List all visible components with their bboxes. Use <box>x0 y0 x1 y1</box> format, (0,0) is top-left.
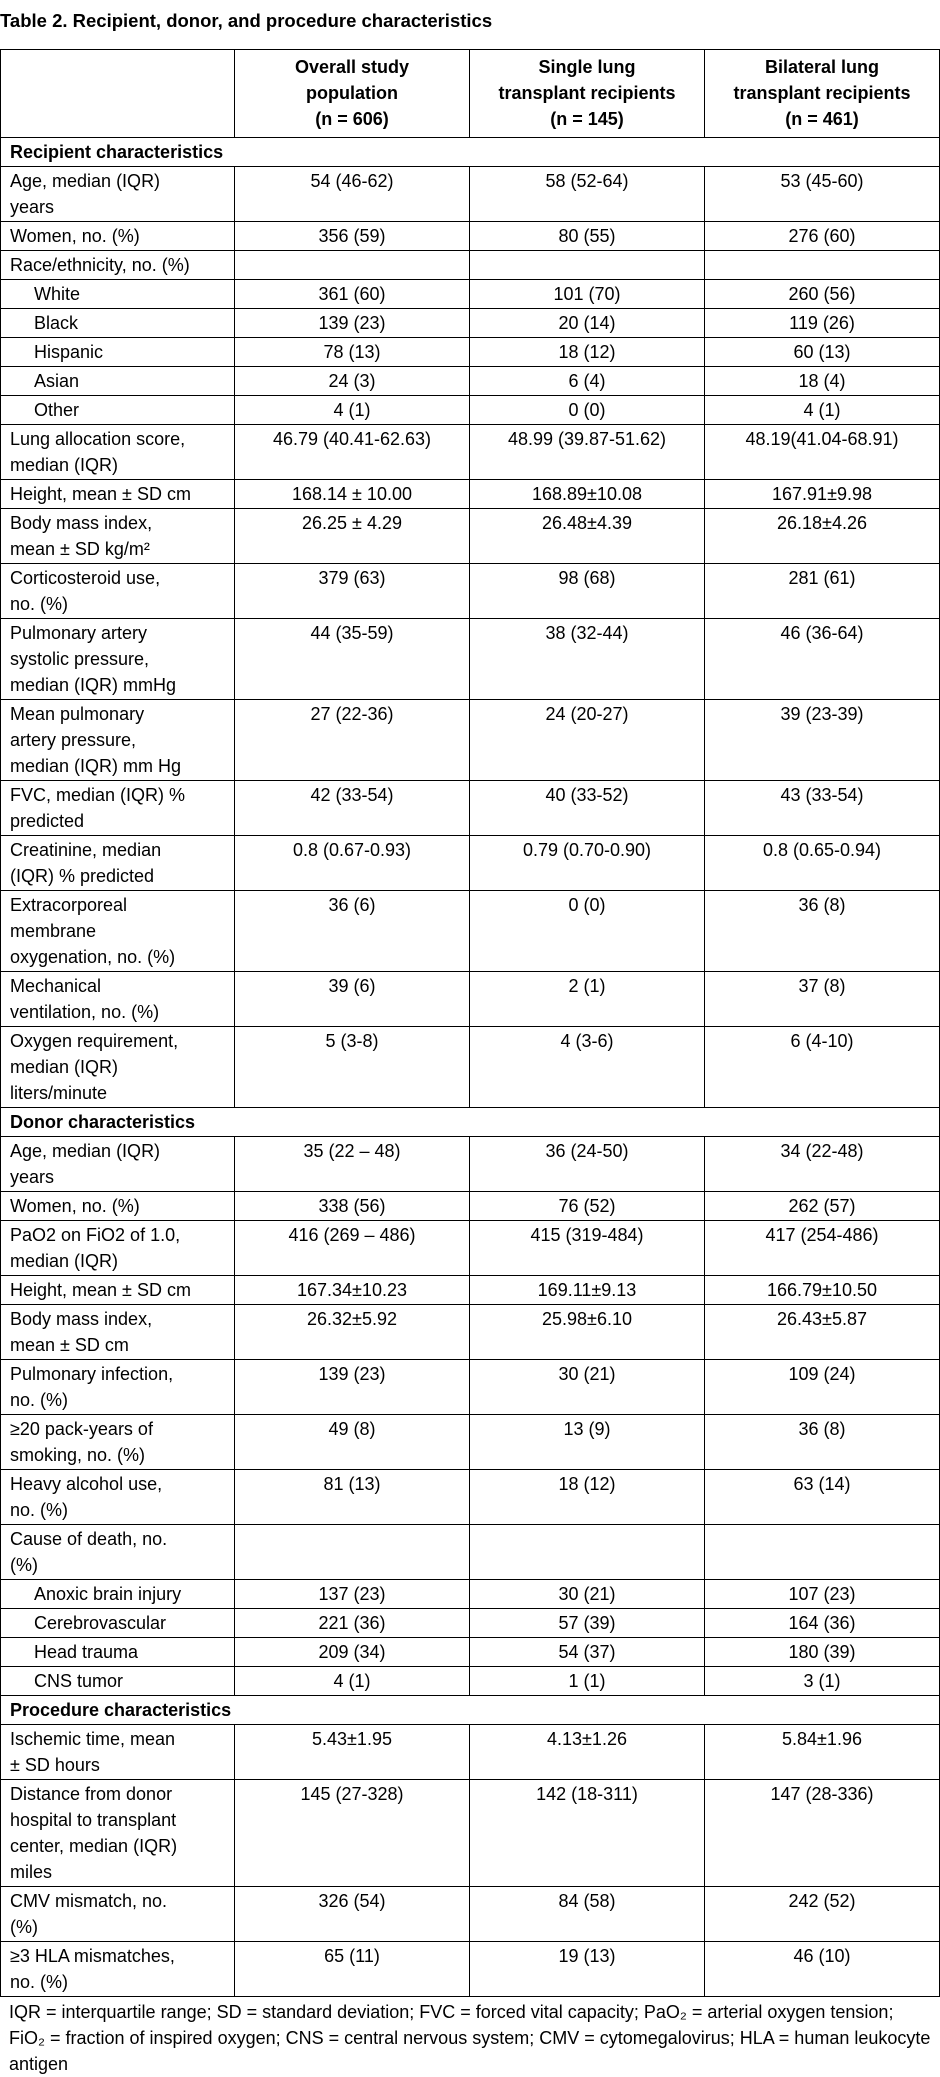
cell-bilateral-lung: 119 (26) <box>705 309 940 338</box>
cell-overall: 338 (56) <box>235 1192 470 1221</box>
table-row <box>1 1415 940 1470</box>
header-overall: Overall study population (n = 606) <box>235 50 470 138</box>
cell-overall: 137 (23) <box>235 1580 470 1609</box>
cell-overall: 379 (63) <box>235 564 470 619</box>
table-row <box>1 1276 940 1305</box>
header-single-lung: Single lung transplant recipients (n = 145) <box>470 50 705 138</box>
cell-bilateral-lung: 0.8 (0.65-0.94) <box>705 836 940 891</box>
cell-bilateral-lung: 5.84±1.96 <box>705 1725 940 1780</box>
table-row <box>1 367 940 396</box>
table-row <box>1 1360 940 1415</box>
cell-overall: 36 (6) <box>235 891 470 972</box>
cell-bilateral-lung: 4 (1) <box>705 396 940 425</box>
table-row <box>1 396 940 425</box>
cell-bilateral-lung: 3 (1) <box>705 1667 940 1696</box>
cell-overall: 65 (11) <box>235 1942 470 1997</box>
cell-single-lung <box>470 1525 705 1580</box>
cell-single-lung: 142 (18-311) <box>470 1780 705 1887</box>
table-title: Table 2. Recipient, donor, and procedure characteristics <box>0 10 493 31</box>
cell-bilateral-lung: 147 (28-336) <box>705 1780 940 1887</box>
cell-bilateral-lung <box>705 1525 940 1580</box>
section-title: Procedure characteristics <box>1 1696 940 1725</box>
row-label: Mean pulmonary artery pressure, median (IQR) mm Hg <box>1 700 235 781</box>
cell-overall: 39 (6) <box>235 972 470 1027</box>
table-row <box>1 564 940 619</box>
row-label: Age, median (IQR) years <box>1 1137 235 1192</box>
table-header-row <box>1 50 940 138</box>
cell-single-lung: 38 (32-44) <box>470 619 705 700</box>
table-footnote: IQR = interquartile range; SD = standard deviation; FVC = forced vital capacity; PaO₂ = arterial oxygen tension; FiO₂ = fraction of inspired oxygen; CNS = central nervous system; CMV = cytomegalovirus; HLA = human leukocyte antigen <box>9 2002 931 2074</box>
table-row <box>1 167 940 222</box>
row-label: PaO2 on FiO2 of 1.0, median (IQR) <box>1 1221 235 1276</box>
cell-single-lung: 0.79 (0.70-0.90) <box>470 836 705 891</box>
cell-overall: 81 (13) <box>235 1470 470 1525</box>
header-bilateral-lung: Bilateral lung transplant recipients (n = 461) <box>705 50 940 138</box>
row-label: Women, no. (%) <box>1 222 235 251</box>
section-header-row <box>1 138 940 167</box>
cell-bilateral-lung: 60 (13) <box>705 338 940 367</box>
cell-overall: 4 (1) <box>235 1667 470 1696</box>
table-row <box>1 1305 940 1360</box>
cell-overall: 139 (23) <box>235 309 470 338</box>
table-row <box>1 425 940 480</box>
cell-overall: 209 (34) <box>235 1638 470 1667</box>
cell-single-lung: 48.99 (39.87-51.62) <box>470 425 705 480</box>
table-row <box>1 781 940 836</box>
row-label: Distance from donor hospital to transplant center, median (IQR) miles <box>1 1780 235 1887</box>
cell-single-lung: 30 (21) <box>470 1360 705 1415</box>
table-row <box>1 1470 940 1525</box>
cell-single-lung: 1 (1) <box>470 1667 705 1696</box>
cell-bilateral-lung: 107 (23) <box>705 1580 940 1609</box>
cell-overall: 44 (35-59) <box>235 619 470 700</box>
row-label: Cerebrovascular <box>1 1609 235 1638</box>
cell-single-lung: 57 (39) <box>470 1609 705 1638</box>
table-row <box>1 338 940 367</box>
cell-overall: 145 (27-328) <box>235 1780 470 1887</box>
row-label: Anoxic brain injury <box>1 1580 235 1609</box>
row-label: Pulmonary infection, no. (%) <box>1 1360 235 1415</box>
cell-single-lung: 13 (9) <box>470 1415 705 1470</box>
section-header-row <box>1 1108 940 1137</box>
row-label: Height, mean ± SD cm <box>1 1276 235 1305</box>
cell-single-lung: 98 (68) <box>470 564 705 619</box>
cell-overall: 326 (54) <box>235 1887 470 1942</box>
table-row <box>1 222 940 251</box>
cell-overall: 221 (36) <box>235 1609 470 1638</box>
table-row <box>1 480 940 509</box>
cell-bilateral-lung: 26.43±5.87 <box>705 1305 940 1360</box>
cell-single-lung: 19 (13) <box>470 1942 705 1997</box>
cell-bilateral-lung: 281 (61) <box>705 564 940 619</box>
table-row <box>1 1638 940 1667</box>
table-row <box>1 251 940 280</box>
table-row <box>1 1609 940 1638</box>
section-title: Donor characteristics <box>1 1108 940 1137</box>
row-label: Heavy alcohol use, no. (%) <box>1 1470 235 1525</box>
row-label: FVC, median (IQR) % predicted <box>1 781 235 836</box>
table-body <box>1 138 940 1997</box>
row-label: Asian <box>1 367 235 396</box>
cell-overall: 168.14 ± 10.00 <box>235 480 470 509</box>
cell-single-lung: 0 (0) <box>470 891 705 972</box>
cell-bilateral-lung: 276 (60) <box>705 222 940 251</box>
row-label: ≥20 pack-years of smoking, no. (%) <box>1 1415 235 1470</box>
cell-single-lung: 6 (4) <box>470 367 705 396</box>
cell-overall: 78 (13) <box>235 338 470 367</box>
section-title: Recipient characteristics <box>1 138 940 167</box>
table-row <box>1 891 940 972</box>
cell-single-lung: 168.89±10.08 <box>470 480 705 509</box>
characteristics-table <box>0 49 940 1997</box>
cell-overall: 26.32±5.92 <box>235 1305 470 1360</box>
cell-single-lung: 18 (12) <box>470 338 705 367</box>
cell-bilateral-lung: 34 (22-48) <box>705 1137 940 1192</box>
cell-single-lung: 36 (24-50) <box>470 1137 705 1192</box>
row-label: Pulmonary artery systolic pressure, median (IQR) mmHg <box>1 619 235 700</box>
cell-bilateral-lung: 46 (36-64) <box>705 619 940 700</box>
table-row <box>1 309 940 338</box>
cell-single-lung: 0 (0) <box>470 396 705 425</box>
cell-overall: 361 (60) <box>235 280 470 309</box>
table-row <box>1 1780 940 1887</box>
row-label: Height, mean ± SD cm <box>1 480 235 509</box>
cell-single-lung: 54 (37) <box>470 1638 705 1667</box>
cell-bilateral-lung: 36 (8) <box>705 891 940 972</box>
section-header-row <box>1 1696 940 1725</box>
row-label: Hispanic <box>1 338 235 367</box>
cell-bilateral-lung: 6 (4-10) <box>705 1027 940 1108</box>
table-row <box>1 1137 940 1192</box>
cell-single-lung: 101 (70) <box>470 280 705 309</box>
row-label: White <box>1 280 235 309</box>
row-label: CMV mismatch, no. (%) <box>1 1887 235 1942</box>
cell-single-lung: 415 (319-484) <box>470 1221 705 1276</box>
table-row <box>1 1667 940 1696</box>
cell-single-lung: 24 (20-27) <box>470 700 705 781</box>
cell-overall: 5.43±1.95 <box>235 1725 470 1780</box>
cell-single-lung: 25.98±6.10 <box>470 1305 705 1360</box>
table-row <box>1 1192 940 1221</box>
cell-bilateral-lung: 262 (57) <box>705 1192 940 1221</box>
cell-overall: 0.8 (0.67-0.93) <box>235 836 470 891</box>
row-label: Oxygen requirement, median (IQR) liters/minute <box>1 1027 235 1108</box>
cell-overall: 49 (8) <box>235 1415 470 1470</box>
row-label: Age, median (IQR) years <box>1 167 235 222</box>
cell-overall: 24 (3) <box>235 367 470 396</box>
cell-overall: 4 (1) <box>235 396 470 425</box>
cell-bilateral-lung: 26.18±4.26 <box>705 509 940 564</box>
cell-overall <box>235 1525 470 1580</box>
cell-single-lung: 26.48±4.39 <box>470 509 705 564</box>
row-label: Lung allocation score, median (IQR) <box>1 425 235 480</box>
table-row <box>1 619 940 700</box>
cell-overall: 54 (46-62) <box>235 167 470 222</box>
cell-single-lung: 4 (3-6) <box>470 1027 705 1108</box>
row-label: Body mass index, mean ± SD cm <box>1 1305 235 1360</box>
cell-single-lung: 80 (55) <box>470 222 705 251</box>
row-label: Extracorporeal membrane oxygenation, no. (%) <box>1 891 235 972</box>
cell-single-lung: 169.11±9.13 <box>470 1276 705 1305</box>
cell-overall <box>235 251 470 280</box>
table-row <box>1 280 940 309</box>
cell-overall: 46.79 (40.41-62.63) <box>235 425 470 480</box>
cell-bilateral-lung: 166.79±10.50 <box>705 1276 940 1305</box>
cell-single-lung: 30 (21) <box>470 1580 705 1609</box>
row-label: Race/ethnicity, no. (%) <box>1 251 235 280</box>
cell-bilateral-lung: 37 (8) <box>705 972 940 1027</box>
row-label: Mechanical ventilation, no. (%) <box>1 972 235 1027</box>
cell-single-lung: 2 (1) <box>470 972 705 1027</box>
table-row <box>1 1525 940 1580</box>
cell-overall: 5 (3-8) <box>235 1027 470 1108</box>
cell-bilateral-lung: 167.91±9.98 <box>705 480 940 509</box>
cell-overall: 42 (33-54) <box>235 781 470 836</box>
cell-overall: 26.25 ± 4.29 <box>235 509 470 564</box>
row-label: Corticosteroid use, no. (%) <box>1 564 235 619</box>
cell-bilateral-lung: 36 (8) <box>705 1415 940 1470</box>
cell-single-lung: 18 (12) <box>470 1470 705 1525</box>
cell-single-lung: 40 (33-52) <box>470 781 705 836</box>
cell-overall: 35 (22 – 48) <box>235 1137 470 1192</box>
row-label: ≥3 HLA mismatches, no. (%) <box>1 1942 235 1997</box>
cell-overall: 167.34±10.23 <box>235 1276 470 1305</box>
row-label: Cause of death, no. (%) <box>1 1525 235 1580</box>
row-label: CNS tumor <box>1 1667 235 1696</box>
table-row <box>1 700 940 781</box>
cell-overall: 416 (269 – 486) <box>235 1221 470 1276</box>
cell-bilateral-lung: 18 (4) <box>705 367 940 396</box>
cell-bilateral-lung: 242 (52) <box>705 1887 940 1942</box>
table-row <box>1 509 940 564</box>
cell-single-lung: 20 (14) <box>470 309 705 338</box>
cell-overall: 356 (59) <box>235 222 470 251</box>
cell-bilateral-lung: 109 (24) <box>705 1360 940 1415</box>
cell-bilateral-lung: 260 (56) <box>705 280 940 309</box>
cell-bilateral-lung: 43 (33-54) <box>705 781 940 836</box>
cell-single-lung <box>470 251 705 280</box>
cell-bilateral-lung: 180 (39) <box>705 1638 940 1667</box>
table-row <box>1 1887 940 1942</box>
table-row <box>1 972 940 1027</box>
cell-single-lung: 58 (52-64) <box>470 167 705 222</box>
cell-bilateral-lung: 48.19(41.04-68.91) <box>705 425 940 480</box>
cell-bilateral-lung: 63 (14) <box>705 1470 940 1525</box>
table-row <box>1 836 940 891</box>
table-row <box>1 1027 940 1108</box>
table-row <box>1 1725 940 1780</box>
cell-single-lung: 4.13±1.26 <box>470 1725 705 1780</box>
row-label: Other <box>1 396 235 425</box>
row-label: Women, no. (%) <box>1 1192 235 1221</box>
cell-overall: 27 (22-36) <box>235 700 470 781</box>
cell-single-lung: 76 (52) <box>470 1192 705 1221</box>
row-label: Body mass index, mean ± SD kg/m² <box>1 509 235 564</box>
cell-bilateral-lung: 417 (254-486) <box>705 1221 940 1276</box>
row-label: Ischemic time, mean ± SD hours <box>1 1725 235 1780</box>
cell-bilateral-lung: 164 (36) <box>705 1609 940 1638</box>
cell-bilateral-lung: 39 (23-39) <box>705 700 940 781</box>
table-row <box>1 1221 940 1276</box>
row-label: Head trauma <box>1 1638 235 1667</box>
cell-bilateral-lung: 46 (10) <box>705 1942 940 1997</box>
cell-bilateral-lung <box>705 251 940 280</box>
table-row <box>1 1580 940 1609</box>
row-label: Black <box>1 309 235 338</box>
cell-single-lung: 84 (58) <box>470 1887 705 1942</box>
cell-overall: 139 (23) <box>235 1360 470 1415</box>
cell-bilateral-lung: 53 (45-60) <box>705 167 940 222</box>
row-label: Creatinine, median (IQR) % predicted <box>1 836 235 891</box>
table-row <box>1 1942 940 1997</box>
header-blank <box>1 50 235 138</box>
